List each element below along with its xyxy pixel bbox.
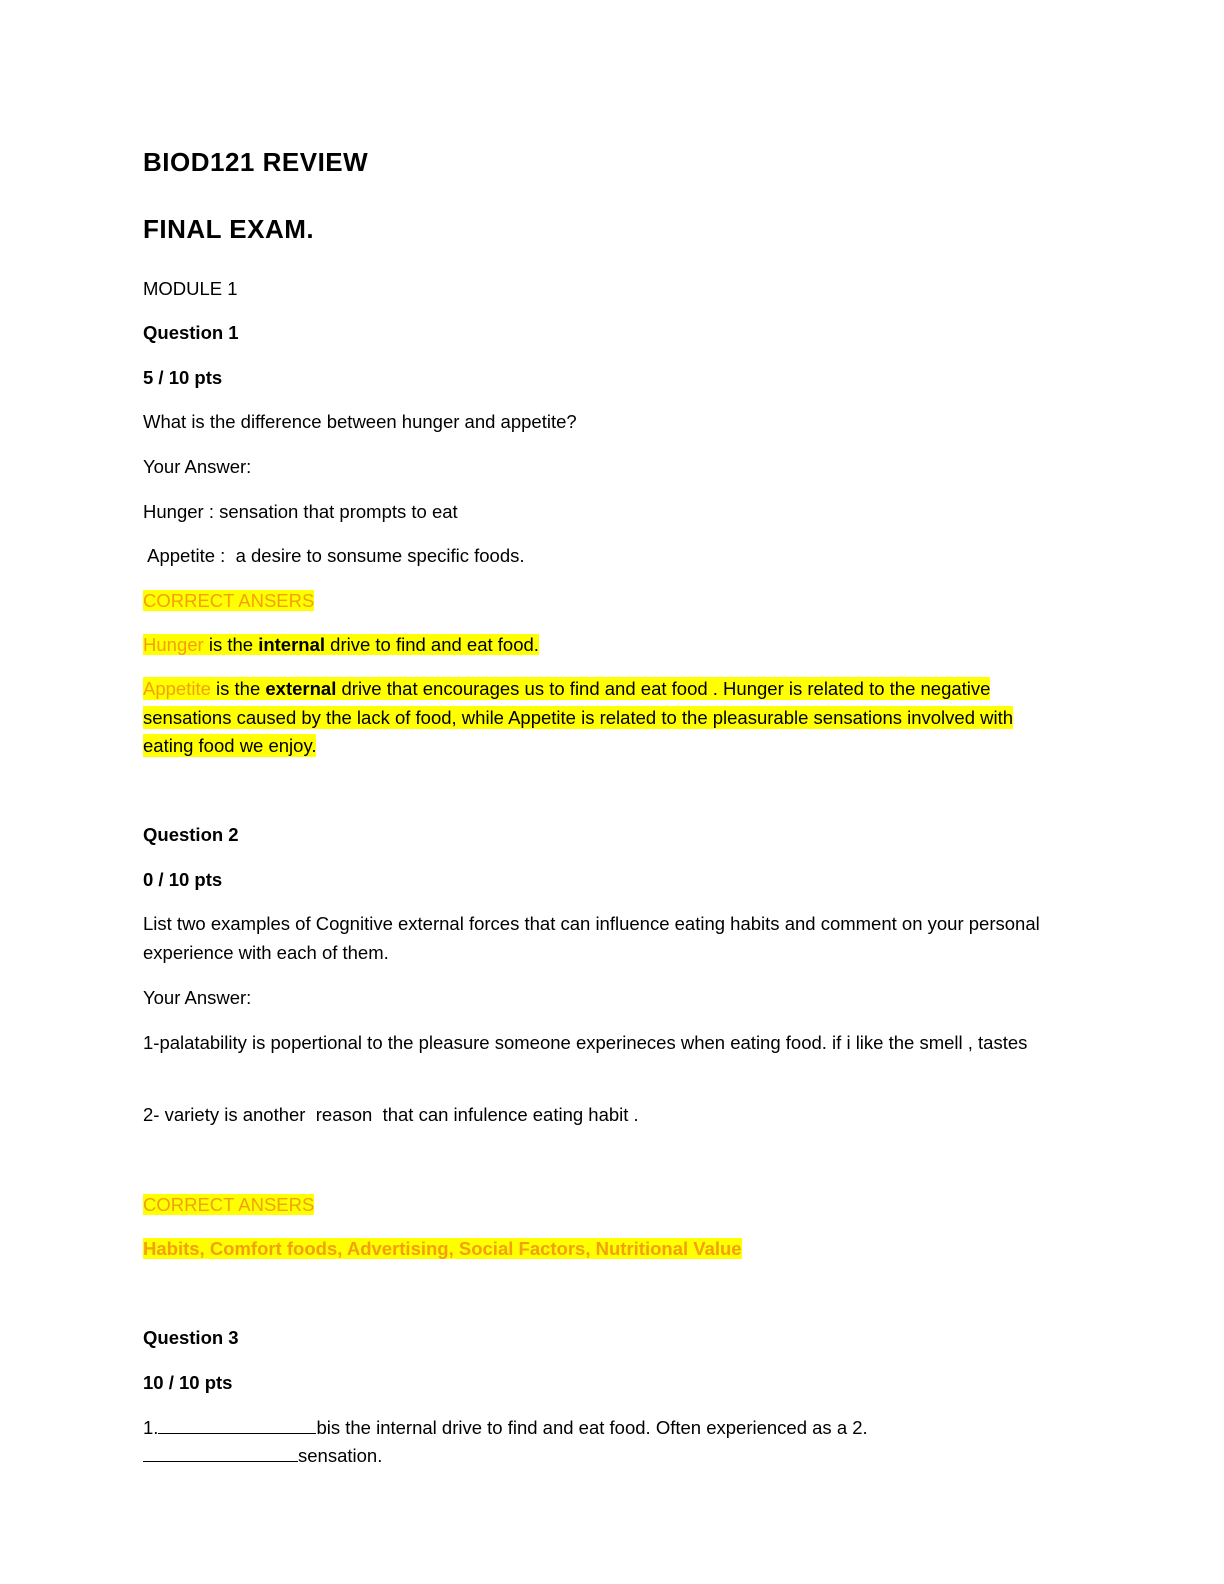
question-1-prompt: What is the difference between hunger and appetite? (143, 411, 577, 432)
question-1-answer-line-1: Hunger : sensation that prompts to eat (143, 501, 458, 522)
fill-in-blank-1 (158, 1419, 316, 1434)
internal-term: internal (258, 634, 326, 655)
question-1-answer-line-2: Appetite : a desire to sonsume specific foods. (143, 545, 525, 566)
question-3-line-1 (143, 1417, 868, 1439)
c2-mid: is the (210, 678, 266, 699)
question-2-correct-text (143, 1238, 742, 1260)
question-1-correct-label (143, 590, 314, 612)
question-2-your-answer-label: Your Answer: (143, 987, 252, 1008)
question-3-label: Question 3 (143, 1327, 239, 1348)
c1-mid: is the (203, 634, 259, 655)
document-title: BIOD121 REVIEW (143, 147, 369, 177)
document-subtitle: FINAL EXAM. (143, 214, 315, 244)
module-heading: MODULE 1 (143, 278, 238, 299)
question-3-line-2 (143, 1445, 382, 1467)
question-2-score: 0 / 10 pts (143, 869, 223, 890)
question-1-label: Question 1 (143, 322, 239, 343)
question-2-correct-label (143, 1194, 314, 1216)
c2-rest: drive that encourages us to find and eat food . Hunger is related to the negative sensations caused by the lack of food, while Appetite is related to the pleasurable sensations involved with eating food we enjoy. (143, 678, 1014, 756)
external-term: external (265, 678, 337, 699)
correct-answers-heading-2: CORRECT ANSERS (143, 1194, 315, 1215)
question-2-answer-line-2: 2- variety is another reason that can infulence eating habit . (143, 1104, 639, 1125)
appetite-term: Appetite (143, 678, 211, 699)
question-1-your-answer-label: Your Answer: (143, 456, 252, 477)
question-2-label: Question 2 (143, 824, 239, 845)
question-3-text-1: bis the internal drive to find and eat food. Often experienced as a 2. (316, 1417, 868, 1438)
question-2-answer-line-1: 1-palatability is popertional to the pleasure someone experineces when eating food. if i like the smell , tastes (143, 1032, 1028, 1053)
question-1-score: 5 / 10 pts (143, 367, 223, 388)
c1-rest: drive to find and eat food. (325, 634, 539, 655)
question-1-correct-line-1 (143, 634, 539, 656)
question-3-text-2: sensation. (298, 1445, 383, 1466)
correct-answers-heading: CORRECT ANSERS (143, 590, 315, 611)
question-1-correct-paragraph (143, 675, 1055, 761)
question-2-prompt: List two examples of Cognitive external forces that can influence eating habits and comment on your personal experience with each of them. (143, 913, 1040, 963)
fill-in-blank-2 (143, 1447, 298, 1462)
correct-answers-list: Habits, Comfort foods, Advertising, Social Factors, Nutritional Value (143, 1238, 742, 1259)
hunger-term: Hunger (143, 634, 204, 655)
question-3-prefix: 1. (143, 1417, 159, 1438)
question-3-score: 10 / 10 pts (143, 1372, 233, 1393)
